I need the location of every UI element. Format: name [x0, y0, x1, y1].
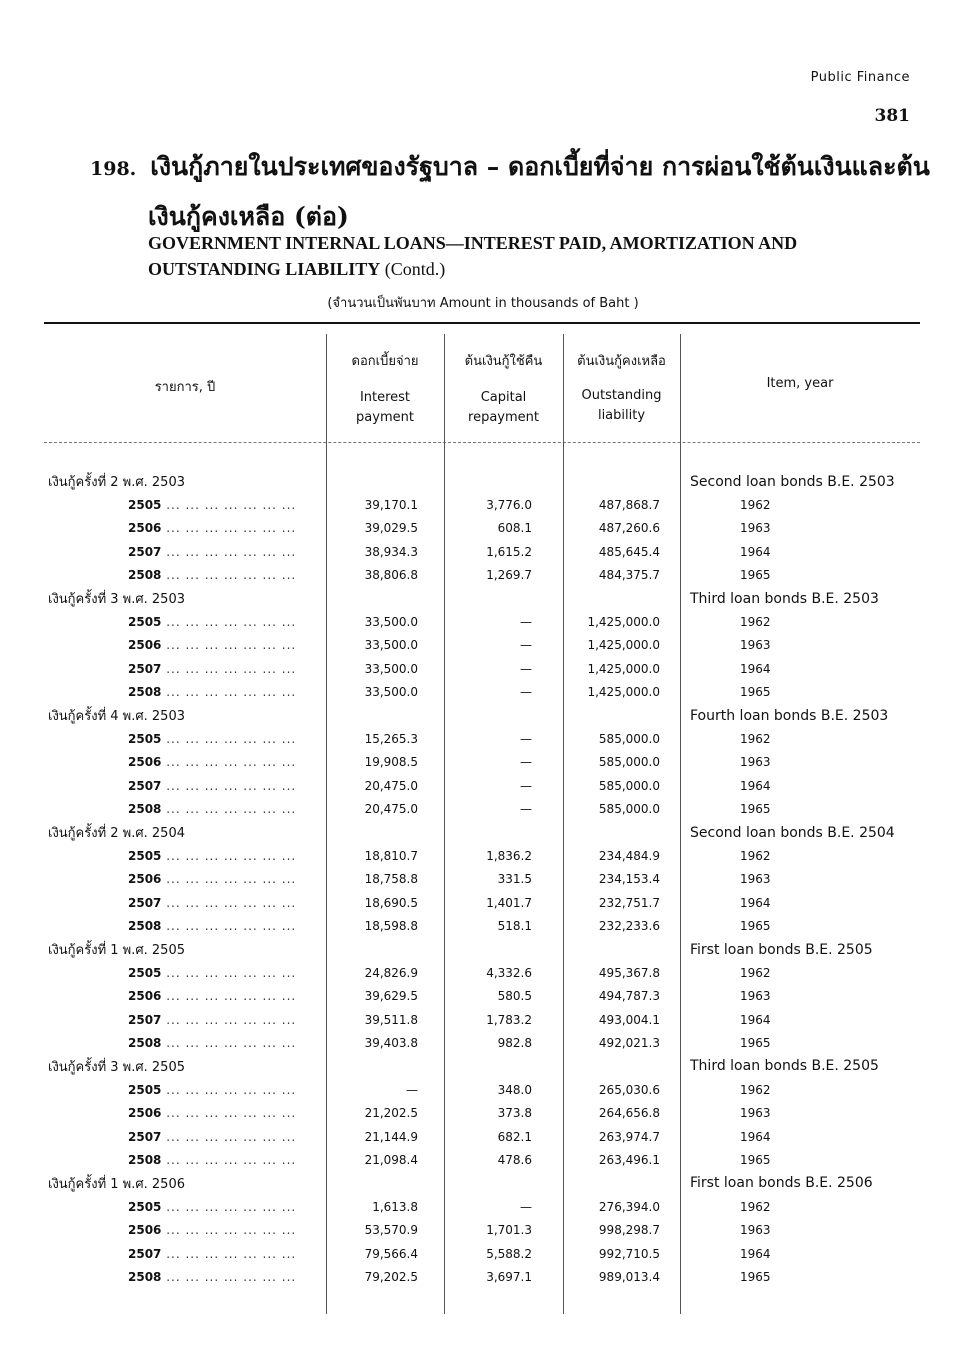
leader-dots: ... ... ... ... ... ... ...	[161, 989, 297, 1004]
leader-dots: ... ... ... ... ... ... ...	[161, 544, 297, 559]
group-header-row	[44, 1172, 936, 1195]
column-header-interest	[326, 352, 444, 428]
capital-cell: 3,697.1	[486, 1269, 532, 1284]
column-header-capital-th: ต้นเงินกู้ใช้คืน	[464, 354, 543, 369]
group-label-th: เงินกู้ครั้งที่ 2 พ.ศ. 2504	[48, 826, 185, 842]
interest-cell: 39,170.1	[364, 498, 418, 513]
row-year-label	[44, 961, 324, 984]
capital-cell: —	[520, 802, 532, 817]
table-number: 198.	[90, 158, 137, 180]
table-row	[44, 1219, 936, 1242]
leader-dots: ... ... ... ... ... ... ...	[161, 1082, 297, 1097]
interest-cell: 33,500.0	[364, 685, 418, 700]
row-year-label	[44, 985, 324, 1008]
row-year-en: 1965	[740, 802, 771, 817]
table-title-english-line1: GOVERNMENT INTERNAL LOANS—INTEREST PAID, AMORTIZATION AND	[148, 233, 798, 253]
outstanding-cell: 492,021.3	[598, 1036, 660, 1051]
interest-cell: 21,144.9	[364, 1129, 418, 1144]
row-year-label	[44, 634, 324, 657]
row-year: 2506	[128, 872, 162, 887]
row-year-label	[44, 657, 324, 680]
row-year: 2505	[128, 848, 162, 863]
leader-dots: ... ... ... ... ... ... ...	[161, 521, 297, 536]
capital-cell: 3,776.0	[486, 498, 532, 513]
outstanding-cell: 1,425,000.0	[587, 685, 660, 700]
row-year: 2507	[128, 661, 162, 676]
leader-dots: ... ... ... ... ... ... ...	[161, 615, 297, 630]
capital-cell: 580.5	[497, 989, 532, 1004]
capital-cell: —	[520, 1199, 532, 1214]
leader-dots: ... ... ... ... ... ... ...	[161, 1199, 297, 1214]
table-row	[44, 634, 936, 657]
group-label-en: First loan bonds B.E. 2506	[690, 1175, 873, 1192]
group-header-row	[44, 587, 936, 610]
outstanding-cell: 1,425,000.0	[587, 661, 660, 676]
column-header-item-th: รายการ, ปี	[154, 380, 216, 395]
table-row	[44, 681, 936, 704]
leader-dots: ... ... ... ... ... ... ...	[161, 1106, 297, 1121]
leader-dots: ... ... ... ... ... ... ...	[161, 1036, 297, 1051]
outstanding-cell: 263,974.7	[598, 1129, 660, 1144]
table-title-thai-line1: เงินกู้ภายในประเทศของรัฐบาล – ดอกเบี้ยที่จ่าย การผ่อนใช้ต้นเงินและต้น	[150, 152, 930, 181]
row-year: 2507	[128, 1012, 162, 1027]
outstanding-cell: 998,298.7	[598, 1223, 660, 1238]
outstanding-cell: 585,000.0	[598, 755, 660, 770]
row-year-label	[44, 868, 324, 891]
row-year-en: 1965	[740, 919, 771, 934]
row-year: 2508	[128, 568, 162, 583]
interest-cell: 21,098.4	[364, 1153, 418, 1168]
interest-cell: 1,613.8	[372, 1199, 418, 1214]
row-year-en: 1964	[740, 1129, 771, 1144]
row-year-en: 1964	[740, 1246, 771, 1261]
leader-dots: ... ... ... ... ... ... ...	[161, 802, 297, 817]
running-head: Public Finance	[810, 70, 910, 85]
capital-cell: —	[520, 685, 532, 700]
row-year-en: 1963	[740, 638, 771, 653]
table-row	[44, 1031, 936, 1054]
row-year: 2506	[128, 521, 162, 536]
row-year: 2506	[128, 638, 162, 653]
group-header-row	[44, 821, 936, 844]
row-year-label	[44, 914, 324, 937]
row-year: 2506	[128, 755, 162, 770]
table-row	[44, 985, 936, 1008]
interest-cell: 15,265.3	[364, 731, 418, 746]
leader-dots: ... ... ... ... ... ... ...	[161, 1129, 297, 1144]
row-year: 2507	[128, 1246, 162, 1261]
interest-cell: 20,475.0	[364, 778, 418, 793]
capital-cell: —	[520, 615, 532, 630]
row-year: 2505	[128, 1082, 162, 1097]
column-header-capital	[444, 352, 563, 428]
leader-dots: ... ... ... ... ... ... ...	[161, 755, 297, 770]
capital-cell: 1,836.2	[486, 848, 532, 863]
table-row	[44, 564, 936, 587]
table-title-english-line2	[148, 259, 445, 280]
row-year: 2506	[128, 989, 162, 1004]
table-row	[44, 727, 936, 750]
leader-dots: ... ... ... ... ... ... ...	[161, 895, 297, 910]
row-year: 2505	[128, 1199, 162, 1214]
row-year: 2505	[128, 965, 162, 980]
interest-cell: 39,029.5	[364, 521, 418, 536]
row-year-label	[44, 1195, 324, 1218]
column-header-interest-en2: payment	[356, 410, 414, 425]
column-header-outstanding-en1: Outstanding	[581, 388, 662, 403]
capital-cell: 518.1	[497, 919, 532, 934]
table-row	[44, 1195, 936, 1218]
table-row	[44, 891, 936, 914]
row-year: 2506	[128, 1106, 162, 1121]
group-label-en: Second loan bonds B.E. 2503	[690, 473, 895, 490]
table-row	[44, 657, 936, 680]
group-label-th: เงินกู้ครั้งที่ 3 พ.ศ. 2505	[48, 1059, 185, 1075]
interest-cell: 33,500.0	[364, 615, 418, 630]
row-year-label	[44, 681, 324, 704]
interest-cell: 38,934.3	[364, 544, 418, 559]
outstanding-cell: 234,153.4	[598, 872, 660, 887]
capital-cell: 1,615.2	[486, 544, 532, 559]
row-year: 2508	[128, 802, 162, 817]
column-header-capital-en1: Capital	[480, 390, 527, 405]
units-note: (จำนวนเป็นพันบาท Amount in thousands of Baht )	[327, 296, 639, 311]
group-label-en: Fourth loan bonds B.E. 2503	[690, 707, 889, 724]
outstanding-cell: 232,233.6	[598, 919, 660, 934]
leader-dots: ... ... ... ... ... ... ...	[161, 848, 297, 863]
capital-cell: 682.1	[497, 1129, 532, 1144]
group-label-en: First loan bonds B.E. 2505	[690, 941, 873, 958]
row-year-label	[44, 517, 324, 540]
row-year: 2507	[128, 895, 162, 910]
outstanding-cell: 485,645.4	[598, 544, 660, 559]
group-header-row	[44, 704, 936, 727]
interest-cell: 39,629.5	[364, 989, 418, 1004]
table-row	[44, 1102, 936, 1125]
interest-cell: 53,570.9	[364, 1223, 418, 1238]
interest-cell: 21,202.5	[364, 1106, 418, 1121]
capital-cell: —	[520, 638, 532, 653]
capital-cell: 1,269.7	[486, 568, 532, 583]
table-row	[44, 844, 936, 867]
leader-dots: ... ... ... ... ... ... ...	[161, 638, 297, 653]
row-year-label	[44, 564, 324, 587]
row-year-en: 1963	[740, 755, 771, 770]
group-label-th: เงินกู้ครั้งที่ 1 พ.ศ. 2505	[48, 943, 185, 958]
row-year-en: 1965	[740, 685, 771, 700]
group-label-en: Second loan bonds B.E. 2504	[690, 824, 895, 841]
outstanding-cell: 1,425,000.0	[587, 615, 660, 630]
row-year: 2508	[128, 919, 162, 934]
capital-cell: 982.8	[497, 1036, 532, 1051]
table-row	[44, 961, 936, 984]
row-year-en: 1962	[740, 731, 771, 746]
outstanding-cell: 585,000.0	[598, 802, 660, 817]
capital-cell: 4,332.6	[486, 965, 532, 980]
interest-cell: 19,908.5	[364, 755, 418, 770]
row-year: 2505	[128, 731, 162, 746]
outstanding-cell: 494,787.3	[598, 989, 660, 1004]
column-header-outstanding-th: ต้นเงินกู้คงเหลือ	[577, 354, 666, 369]
row-year: 2508	[128, 1269, 162, 1284]
row-year: 2507	[128, 544, 162, 559]
table-row	[44, 868, 936, 891]
outstanding-cell: 232,751.7	[598, 895, 660, 910]
table-row	[44, 493, 936, 516]
row-year-label	[44, 1219, 324, 1242]
row-year-en: 1964	[740, 661, 771, 676]
capital-cell: 5,588.2	[486, 1246, 532, 1261]
row-year-en: 1963	[740, 521, 771, 536]
row-year-en: 1964	[740, 1012, 771, 1027]
row-year-en: 1962	[740, 1082, 771, 1097]
row-year-en: 1962	[740, 848, 771, 863]
column-header-outstanding	[563, 352, 680, 426]
capital-cell: —	[520, 661, 532, 676]
column-header-capital-en2: repayment	[468, 410, 539, 425]
page-number: 381	[874, 106, 910, 126]
table-row	[44, 517, 936, 540]
interest-cell: 18,598.8	[364, 919, 418, 934]
outstanding-cell: 484,375.7	[598, 568, 660, 583]
row-year: 2505	[128, 615, 162, 630]
leader-dots: ... ... ... ... ... ... ...	[161, 1223, 297, 1238]
title-english-bold: OUTSTANDING LIABILITY	[148, 259, 381, 279]
row-year-en: 1962	[740, 1199, 771, 1214]
table-row	[44, 610, 936, 633]
row-year-en: 1963	[740, 1223, 771, 1238]
row-year: 2508	[128, 1036, 162, 1051]
row-year-en: 1965	[740, 568, 771, 583]
leader-dots: ... ... ... ... ... ... ...	[161, 919, 297, 934]
interest-cell: 33,500.0	[364, 638, 418, 653]
row-year-label	[44, 493, 324, 516]
capital-cell: 608.1	[497, 521, 532, 536]
row-year-label	[44, 1078, 324, 1101]
interest-cell: 79,566.4	[364, 1246, 418, 1261]
interest-cell: 18,810.7	[364, 848, 418, 863]
row-year-en: 1963	[740, 872, 771, 887]
interest-cell: —	[406, 1082, 418, 1097]
leader-dots: ... ... ... ... ... ... ...	[161, 731, 297, 746]
row-year-label	[44, 1125, 324, 1148]
column-header-interest-th: ดอกเบี้ยจ่าย	[351, 354, 419, 369]
leader-dots: ... ... ... ... ... ... ...	[161, 872, 297, 887]
row-year-label	[44, 540, 324, 563]
group-label-th: เงินกู้ครั้งที่ 1 พ.ศ. 2506	[48, 1176, 185, 1192]
table-row	[44, 751, 936, 774]
leader-dots: ... ... ... ... ... ... ...	[161, 568, 297, 583]
leader-dots: ... ... ... ... ... ... ...	[161, 778, 297, 793]
leader-dots: ... ... ... ... ... ... ...	[161, 1012, 297, 1027]
group-label-th: เงินกู้ครั้งที่ 4 พ.ศ. 2503	[48, 709, 185, 725]
capital-cell: —	[520, 778, 532, 793]
loans-table	[44, 470, 936, 1289]
interest-cell: 18,690.5	[364, 895, 418, 910]
table-title-thai	[90, 147, 930, 187]
outstanding-cell: 265,030.6	[598, 1082, 660, 1097]
group-label-th: เงินกู้ครั้งที่ 2 พ.ศ. 2503	[48, 475, 185, 491]
row-year: 2506	[128, 1223, 162, 1238]
row-year-en: 1965	[740, 1269, 771, 1284]
row-year-en: 1963	[740, 1106, 771, 1121]
row-year-label	[44, 891, 324, 914]
table-row	[44, 1242, 936, 1265]
leader-dots: ... ... ... ... ... ... ...	[161, 685, 297, 700]
interest-cell: 39,403.8	[364, 1036, 418, 1051]
capital-cell: 348.0	[497, 1082, 532, 1097]
outstanding-cell: 487,260.6	[598, 521, 660, 536]
capital-cell: 1,783.2	[486, 1012, 532, 1027]
row-year-label	[44, 797, 324, 820]
row-year-label	[44, 610, 324, 633]
table-row	[44, 797, 936, 820]
interest-cell: 79,202.5	[364, 1269, 418, 1284]
capital-cell: 1,701.3	[486, 1223, 532, 1238]
row-year: 2508	[128, 685, 162, 700]
row-year-en: 1962	[740, 965, 771, 980]
outstanding-cell: 585,000.0	[598, 778, 660, 793]
leader-dots: ... ... ... ... ... ... ...	[161, 1246, 297, 1261]
row-year-label	[44, 844, 324, 867]
leader-dots: ... ... ... ... ... ... ...	[161, 661, 297, 676]
interest-cell: 24,826.9	[364, 965, 418, 980]
outstanding-cell: 264,656.8	[598, 1106, 660, 1121]
outstanding-cell: 585,000.0	[598, 731, 660, 746]
outstanding-cell: 1,425,000.0	[587, 638, 660, 653]
interest-cell: 33,500.0	[364, 661, 418, 676]
outstanding-cell: 263,496.1	[598, 1153, 660, 1168]
capital-cell: —	[520, 731, 532, 746]
row-year-label	[44, 751, 324, 774]
row-year: 2507	[128, 1129, 162, 1144]
table-row	[44, 914, 936, 937]
table-row	[44, 540, 936, 563]
row-year: 2507	[128, 778, 162, 793]
capital-cell: 478.6	[497, 1153, 532, 1168]
capital-cell: 1,401.7	[486, 895, 532, 910]
row-year-label	[44, 1102, 324, 1125]
table-row	[44, 1265, 936, 1288]
table-row	[44, 1078, 936, 1101]
row-year-en: 1964	[740, 895, 771, 910]
group-label-en: Third loan bonds B.E. 2505	[690, 1058, 879, 1075]
interest-cell: 20,475.0	[364, 802, 418, 817]
capital-cell: 373.8	[497, 1106, 532, 1121]
outstanding-cell: 992,710.5	[598, 1246, 660, 1261]
row-year-label	[44, 1242, 324, 1265]
row-year-en: 1965	[740, 1036, 771, 1051]
capital-cell: —	[520, 755, 532, 770]
leader-dots: ... ... ... ... ... ... ...	[161, 1153, 297, 1168]
group-header-row	[44, 1055, 936, 1078]
row-year-label	[44, 1148, 324, 1171]
outstanding-cell: 234,484.9	[598, 848, 660, 863]
row-year-label	[44, 1265, 324, 1288]
row-year-label	[44, 1008, 324, 1031]
leader-dots: ... ... ... ... ... ... ...	[161, 498, 297, 513]
table-row	[44, 774, 936, 797]
interest-cell: 18,758.8	[364, 872, 418, 887]
group-header-row	[44, 470, 936, 493]
table-row	[44, 1125, 936, 1148]
table-title-thai-line2: เงินกู้คงเหลือ (ต่อ)	[148, 202, 349, 231]
column-header-outstanding-en2: liability	[597, 408, 646, 423]
outstanding-cell: 493,004.1	[598, 1012, 660, 1027]
column-header-item-en: Item, year	[766, 376, 834, 391]
header-bottom-rule	[44, 442, 920, 443]
row-year-en: 1962	[740, 615, 771, 630]
column-header-interest-en1: Interest	[359, 390, 411, 405]
row-year: 2505	[128, 498, 162, 513]
title-english-contd: (Contd.)	[380, 259, 446, 279]
row-year-en: 1963	[740, 989, 771, 1004]
table-row	[44, 1008, 936, 1031]
row-year-label	[44, 1031, 324, 1054]
group-label-en: Third loan bonds B.E. 2503	[690, 590, 879, 607]
table-top-rule	[44, 322, 920, 324]
outstanding-cell: 487,868.7	[598, 498, 660, 513]
row-year-en: 1965	[740, 1153, 771, 1168]
row-year: 2508	[128, 1153, 162, 1168]
outstanding-cell: 495,367.8	[598, 965, 660, 980]
row-year-label	[44, 774, 324, 797]
group-header-row	[44, 938, 936, 961]
group-label-th: เงินกู้ครั้งที่ 3 พ.ศ. 2503	[48, 592, 185, 608]
row-year-en: 1964	[740, 544, 771, 559]
leader-dots: ... ... ... ... ... ... ...	[161, 965, 297, 980]
outstanding-cell: 989,013.4	[598, 1269, 660, 1284]
row-year-en: 1962	[740, 498, 771, 513]
capital-cell: 331.5	[497, 872, 532, 887]
row-year-label	[44, 727, 324, 750]
interest-cell: 38,806.8	[364, 568, 418, 583]
row-year-en: 1964	[740, 778, 771, 793]
table-row	[44, 1148, 936, 1171]
interest-cell: 39,511.8	[364, 1012, 418, 1027]
leader-dots: ... ... ... ... ... ... ...	[161, 1269, 297, 1284]
outstanding-cell: 276,394.0	[598, 1199, 660, 1214]
